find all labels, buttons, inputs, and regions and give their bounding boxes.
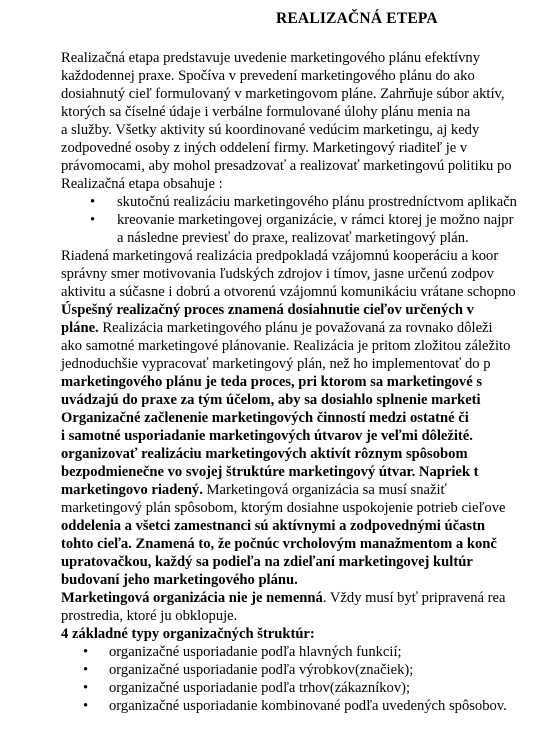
text-line: Realizačná etapa obsahuje : bbox=[61, 176, 223, 192]
intro-paragraph bbox=[61, 49, 555, 193]
text-line: dosiahnutý cieľ formulovaný v marketingovom pláne. Zahrňuje súbor aktív, bbox=[61, 86, 505, 102]
text-line: zodpovedné osoby z iných oddelení firmy. Marketingový riaditeľ je v bbox=[61, 140, 468, 156]
paragraph-success bbox=[61, 301, 555, 589]
text-run: Realizácia marketingového plánu je považovaná za rovnako dôleži bbox=[98, 320, 493, 336]
bold-text: oddelenia a všetci zamestnanci sú aktívnymi a zodpovednými účastn bbox=[61, 518, 486, 534]
bold-text: upratovačkou, každý sa podieľa na zdieľaní marketingovej kultúr bbox=[61, 554, 473, 570]
text-line: každodennej praxe. Spočíva v prevedení marketingového plánu do ako bbox=[61, 68, 475, 84]
text-line: právomocami, aby mohol presadzovať a realizovať marketingovú politiku po bbox=[61, 158, 512, 174]
bold-text: organizovať realizáciu marketingových aktivít rôznym spôsobom bbox=[61, 446, 468, 462]
list-item: • organizačné usporiadanie podľa trhov(zákazníkov); bbox=[61, 679, 555, 697]
bold-text: i samotné usporiadanie marketingových útvarov je veľmi dôležité. bbox=[61, 428, 473, 444]
types-heading: 4 základné typy organizačných štruktúr: bbox=[61, 626, 315, 642]
text-line: prostredia, ktoré ju obklopuje. bbox=[61, 608, 238, 624]
list-item-text: • skutočnú realizáciu marketingového plánu prostredníctvom aplikačn bbox=[117, 194, 517, 210]
contents-list bbox=[61, 193, 555, 247]
bold-text: uvádzajú do praxe za tým účelom, aby sa dosiahlo splnenie marketi bbox=[61, 392, 481, 408]
text-line: aktivitu a súčasne i dobrú a otvorenú vzájomnú komunikáciu vrátane schopno bbox=[61, 284, 516, 300]
bold-text: bezpodmienečne vo svojej štruktúre marketingový útvar. Napriek t bbox=[61, 464, 479, 480]
page-title: REALIZAČNÁ ETEPA bbox=[276, 10, 438, 27]
bold-text: marketingového plánu je teda proces, pri ktorom sa marketingové s bbox=[61, 374, 483, 390]
list-item-text-continued: a následne previesť do praxe, realizovať marketingový plán. bbox=[117, 230, 469, 246]
list-item bbox=[61, 193, 555, 211]
bold-text: marketingovo riadený. bbox=[61, 482, 203, 498]
text-line: Realizačná etapa predstavuje uvedenie marketingového plánu efektívny bbox=[61, 50, 480, 66]
text-line: ako samotné marketingové plánovanie. Realizácia je pritom zložitou záležito bbox=[61, 338, 511, 354]
list-item: • organizačné usporiadanie podľa hlavných funkcií; bbox=[61, 643, 555, 661]
document-body bbox=[61, 49, 555, 715]
text-line: marketingový plán spôsobom, ktorým dosiahne uspokojenie potrieb cieľove bbox=[61, 500, 506, 516]
text-line: jednoduchšie vypracovať marketingový plán, než ho implementovať do p bbox=[61, 356, 491, 372]
structure-types-list bbox=[61, 643, 555, 715]
bold-text: tohto cieľa. Znamená to, že počnúc vrcholovým manažmentom a konč bbox=[61, 536, 497, 552]
text-run: . Vždy musí byť pripravená rea bbox=[322, 590, 506, 606]
text-line: správny smer motivovania ľudských zdrojov i tímov, jasne určenú zodpov bbox=[61, 266, 494, 282]
list-item-text: • kreovanie marketingovej organizácie, v rámci ktorej je možno najpr bbox=[117, 212, 514, 228]
list-item: • organizačné usporiadanie podľa výrobkov(značiek); bbox=[61, 661, 555, 679]
bold-text: Organizačné začlenenie marketingových činností medzi ostatné či bbox=[61, 410, 469, 426]
text-line: Riadená marketingová realizácia predpokladá vzájomnú kooperáciu a koor bbox=[61, 248, 499, 264]
bold-text: Úspešný realizačný proces znamená dosiahnutie cieľov určených v bbox=[61, 302, 474, 318]
paragraph-realization bbox=[61, 247, 555, 301]
paragraph-organization bbox=[61, 589, 555, 625]
bold-text: budovaní jeho marketingového plánu. bbox=[61, 572, 298, 588]
text-line: a služby. Všetky aktivity sú koordinované vedúcim marketingu, aj kedy bbox=[61, 122, 480, 138]
list-item: • organizačné usporiadanie kombinované podľa uvedených spôsobov. bbox=[61, 697, 555, 715]
bold-text: Marketingová organizácia nie je nemenná bbox=[61, 590, 323, 606]
types-heading-line bbox=[61, 625, 555, 643]
list-item bbox=[61, 211, 555, 247]
text-run: Marketingová organizácia sa musí snažiť bbox=[202, 482, 447, 498]
bold-text: pláne. bbox=[61, 320, 99, 336]
text-line: ktorých sa číselné údaje i verbálne formulované úlohy plánu menia na bbox=[61, 104, 471, 120]
